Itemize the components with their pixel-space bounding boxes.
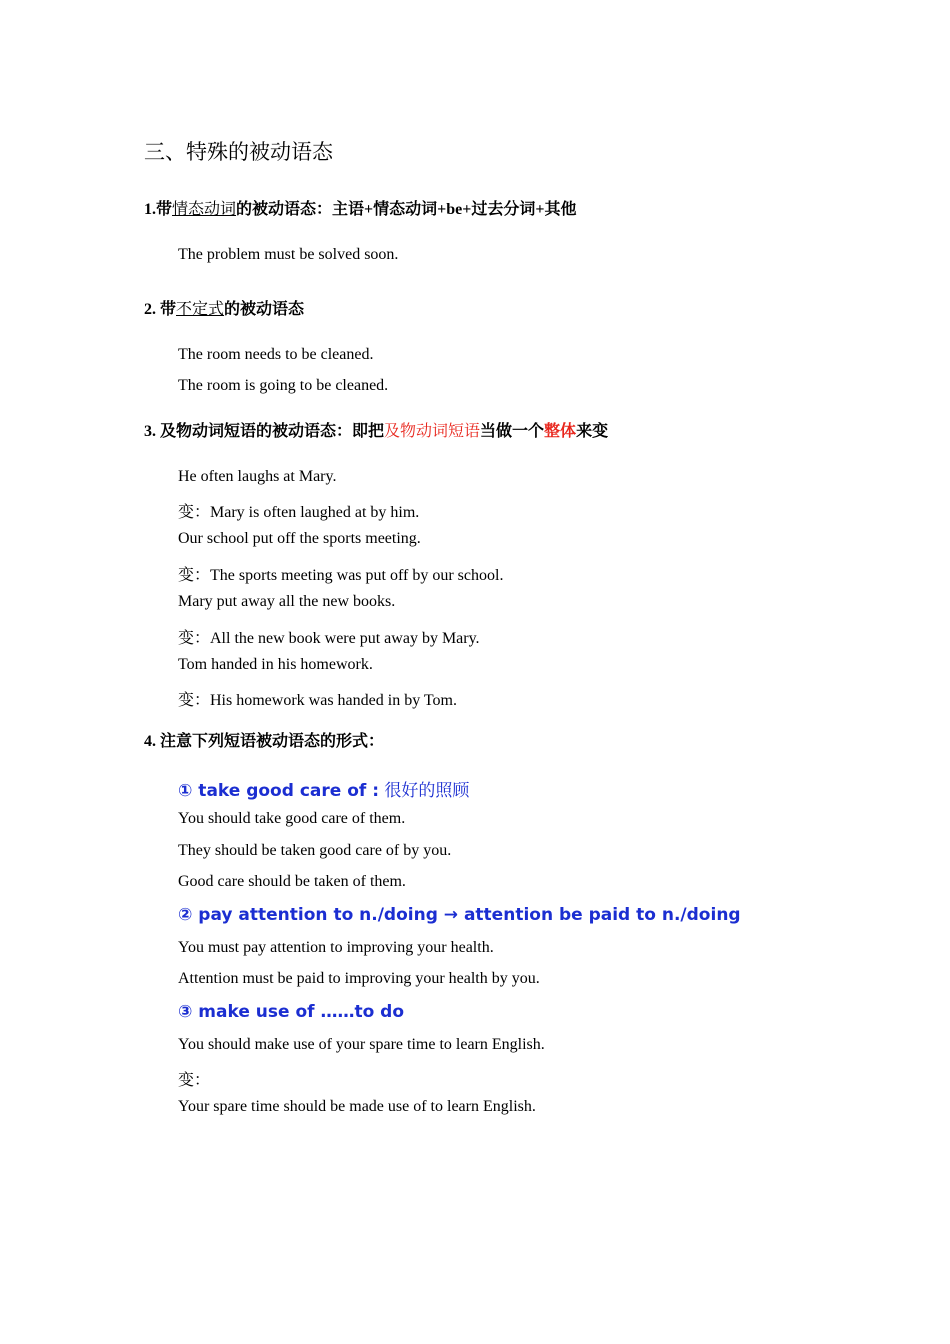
underlined-term: 情态动词	[172, 201, 237, 218]
example-sentence: He often laughs at Mary.	[178, 468, 337, 485]
heading-text: 来变	[576, 423, 609, 440]
heading-text: 及物动词短语的被动语态：即把	[160, 423, 385, 440]
phrase-label: ② pay attention to n./doing → attention be paid to n./doing	[178, 905, 741, 925]
example-sentence: 变：His homework was handed in by Tom.	[178, 692, 458, 709]
example-sentence: Good care should be taken of them.	[178, 873, 406, 890]
example-sentence: You should make use of your spare time to learn English.	[178, 1036, 545, 1053]
example-sentence: Your spare time should be made use of to learn English.	[178, 1098, 536, 1115]
example-sentence: Tom handed in his homework.	[178, 656, 373, 673]
example-sentence: They should be taken good care of by you.	[178, 842, 452, 859]
section-4-heading	[144, 728, 384, 751]
section-2-heading	[144, 296, 304, 319]
example-sentence: Our school put off the sports meeting.	[178, 530, 421, 547]
example-sentence: Attention must be paid to improving your health by you.	[178, 970, 540, 987]
example-sentence: You must pay attention to improving your health.	[178, 939, 494, 956]
example-sentence: The room is going to be cleaned.	[178, 377, 389, 394]
phrase-1-heading	[178, 776, 469, 801]
heading-text: 带	[160, 301, 177, 318]
example-sentence: The problem must be solved soon.	[178, 246, 399, 263]
section-1-heading	[144, 196, 577, 219]
heading-text: 的被动语态	[224, 301, 305, 318]
phrase-label: ③ make use of ……to do	[178, 1002, 405, 1022]
phrase-3-heading	[178, 1002, 404, 1022]
highlight-term: 整体	[544, 423, 577, 440]
heading-text: 的被动语态：主语+情态动词+be+过去分词+其他	[236, 201, 577, 218]
section-number: 1.	[144, 201, 156, 218]
example-sentence: The room needs to be cleaned.	[178, 346, 374, 363]
example-sentence: 变：The sports meeting was put off by our school.	[178, 567, 504, 584]
section-number: 4.	[144, 733, 160, 750]
section-3-heading	[144, 418, 608, 441]
section-number: 3.	[144, 423, 160, 440]
heading-text: 带	[156, 201, 173, 218]
example-sentence: Mary put away all the new books.	[178, 593, 396, 610]
example-sentence: 变：All the new book were put away by Mary.	[178, 630, 480, 647]
section-number: 2.	[144, 301, 160, 318]
example-sentence: 变：Mary is often laughed at by him.	[178, 504, 420, 521]
phrase-label: ① take good care of :	[178, 781, 379, 801]
highlight-term: 及物动词短语	[384, 423, 481, 440]
heading-text: 注意下列短语被动语态的形式：	[160, 733, 385, 750]
example-sentence: You should take good care of them.	[178, 810, 406, 827]
example-sentence: 变：	[178, 1072, 211, 1089]
phrase-2-heading	[178, 905, 741, 925]
underlined-term: 不定式	[176, 301, 225, 318]
phrase-meaning: 很好的照顾	[379, 781, 470, 801]
page-title: 三、特殊的被动语态	[144, 140, 333, 164]
heading-text: 当做一个	[480, 423, 545, 440]
